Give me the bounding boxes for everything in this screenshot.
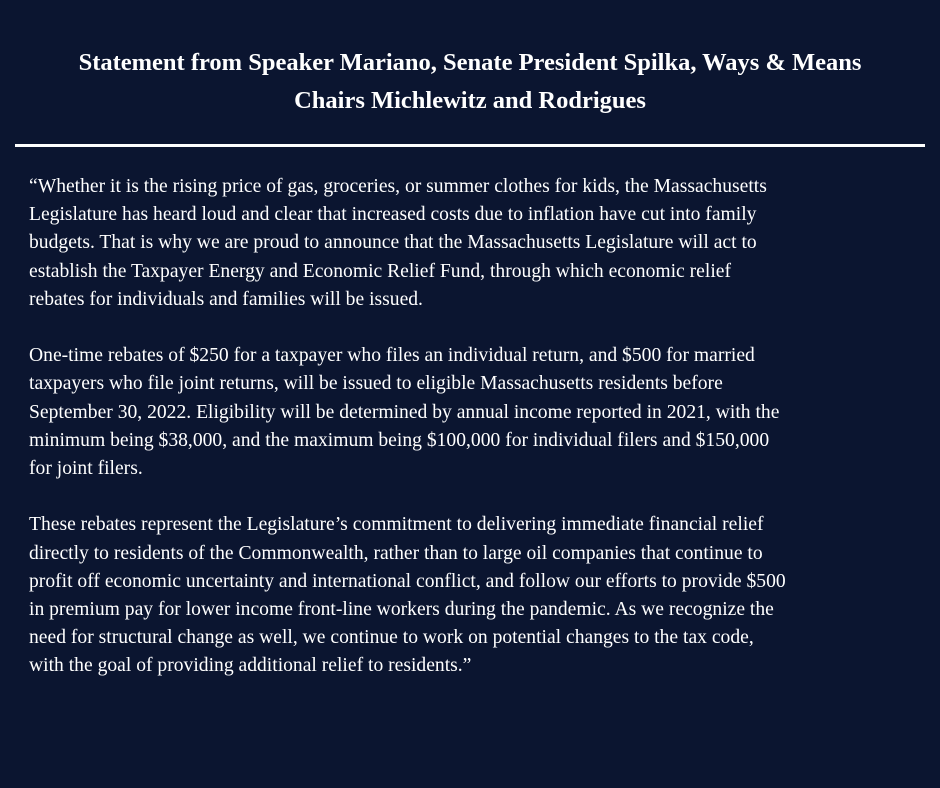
text-line: budgets. That is why we are proud to announce that the Massachusetts Legislature will act to [29, 232, 757, 254]
title-line: Statement from Speaker Mariano, Senate President Spilka, Ways & Means [78, 49, 862, 76]
paragraph-3 [29, 511, 929, 680]
statement-title [0, 44, 940, 120]
text-line: with the goal of providing additional relief to residents.” [29, 655, 472, 677]
text-line: One-time rebates of $250 for a taxpayer who files an individual return, and $500 for married [29, 345, 755, 367]
text-line: September 30, 2022. Eligibility will be determined by annual income reported in 2021, with the [29, 401, 780, 423]
text-line: These rebates represent the Legislature’s commitment to delivering immediate financial relief [29, 514, 764, 536]
text-line: establish the Taxpayer Energy and Economic Relief Fund, through which economic relief [29, 260, 731, 282]
title-line: Chairs Michlewitz and Rodrigues [294, 87, 646, 114]
text-line: profit off economic uncertainty and international conflict, and follow our efforts to provide $500 [29, 570, 786, 592]
text-line: directly to residents of the Commonwealth, rather than to large oil companies that continue to [29, 542, 763, 564]
text-line: minimum being $38,000, and the maximum being $100,000 for individual filers and $150,000 [29, 429, 770, 451]
text-line: rebates for individuals and families will be issued. [29, 288, 423, 310]
statement-body [29, 173, 929, 709]
text-line: for joint filers. [29, 458, 143, 480]
text-line: need for structural change as well, we continue to work on potential changes to the tax code, [29, 627, 754, 649]
text-line: “Whether it is the rising price of gas, groceries, or summer clothes for kids, the Massachusetts [29, 176, 767, 197]
text-line: in premium pay for lower income front-line workers during the pandemic. As we recognize the [29, 599, 774, 621]
paragraph-1 [29, 173, 929, 314]
text-line: taxpayers who file joint returns, will be issued to eligible Massachusetts residents before [29, 373, 723, 395]
text-line: Legislature has heard loud and clear that increased costs due to inflation have cut into family [29, 204, 757, 226]
title-divider [15, 144, 925, 147]
paragraph-2 [29, 342, 929, 483]
